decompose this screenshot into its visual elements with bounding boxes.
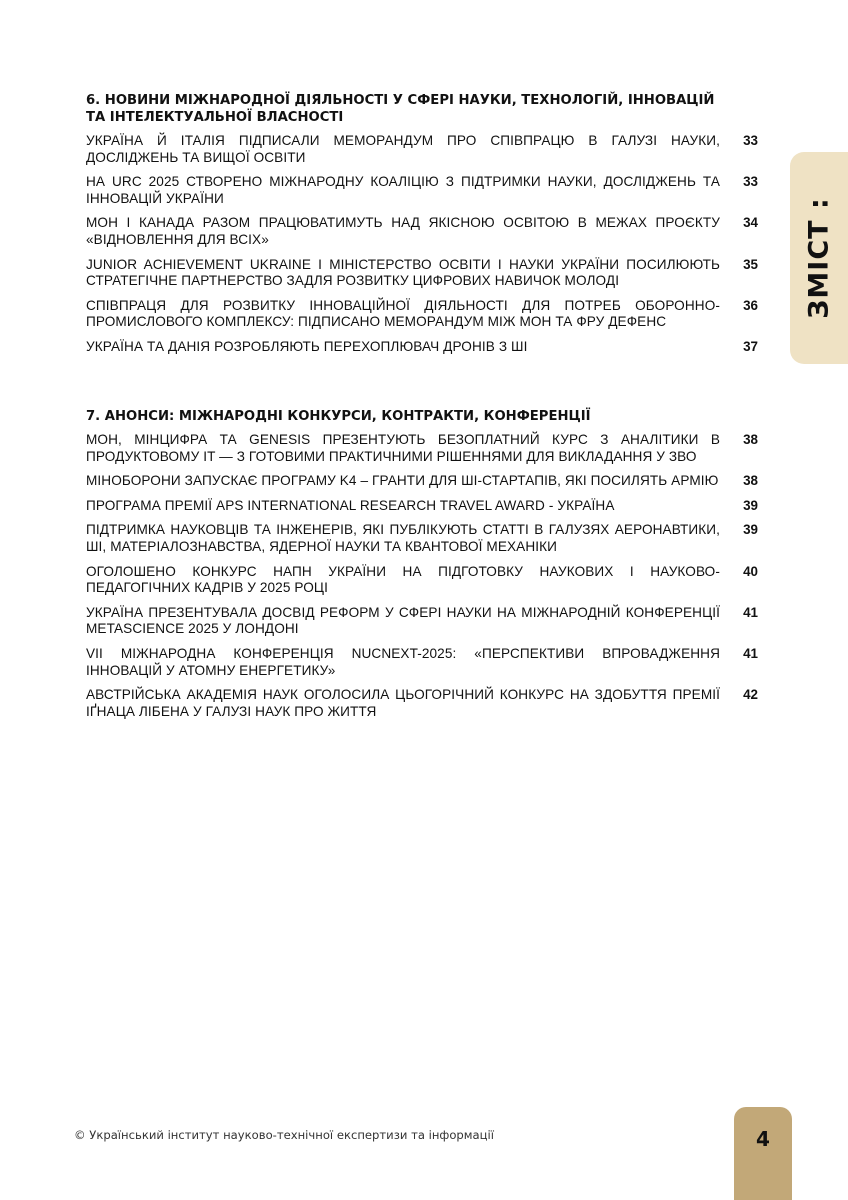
toc-entry-page: 41 (743, 604, 758, 620)
toc-entry-title[interactable]: VII МІЖНАРОДНА КОНФЕРЕНЦІЯ NUCNEXT-2025: «ПЕРСПЕКТИВИ ВПРОВАДЖЕННЯ ІННОВАЦІЙ У АТОМНУ ЕНЕРГЕТИКУ» (86, 645, 720, 678)
section-7 (86, 408, 758, 728)
footer-copyright: © Український інститут науково-технічної експертизи та інформації (74, 1128, 494, 1142)
toc-entry-title[interactable]: НА URC 2025 СТВОРЕНО МІЖНАРОДНУ КОАЛІЦІЮ З ПІДТРИМКИ НАУКИ, ДОСЛІДЖЕНЬ ТА ІННОВАЦІЙ УКРАЇНИ (86, 174, 720, 206)
toc-entry[interactable] (86, 473, 758, 490)
toc-entry-page: 39 (743, 497, 758, 513)
section-title: 7. АНОНСИ: МІЖНАРОДНІ КОНКУРСИ, КОНТРАКТИ, КОНФЕРЕНЦІЇ (86, 409, 591, 424)
section-title: 6. НОВИНИ МІЖНАРОДНОЇ ДІЯЛЬНОСТІ У СФЕРІ НАУКИ, ТЕХНОЛОГІЙ, ІННОВАЦІЙ ТА ІНТЕЛЕКТУАЛЬНОЇ ВЛАСНОСТІ (86, 93, 715, 125)
toc-entry-page: 42 (743, 687, 758, 703)
toc-entry[interactable] (86, 522, 758, 555)
toc-entry[interactable] (86, 687, 758, 720)
toc-entry-title[interactable]: ОГОЛОШЕНО КОНКУРС НАПН УКРАЇНИ НА ПІДГОТОВКУ НАУКОВИХ І НАУКОВО-ПЕДАГОГІЧНИХ КАДРІВ У 2025 РОЦІ (86, 563, 720, 596)
toc-entry[interactable] (86, 298, 758, 331)
contents-tab-label: ЗМІСТ : (803, 197, 835, 319)
toc-entry[interactable] (86, 498, 758, 515)
toc-entry-title[interactable]: МОН І КАНАДА РАЗОМ ПРАЦЮВАТИМУТЬ НАД ЯКІСНОЮ ОСВІТОЮ В МЕЖАХ ПРОЄКТУ «ВІДНОВЛЕННЯ ДЛЯ ВСІХ» (86, 215, 720, 247)
toc-entry-page: 38 (743, 432, 758, 447)
toc-entry-page: 34 (743, 215, 758, 231)
toc-entry[interactable] (86, 339, 758, 356)
toc-entry[interactable] (86, 605, 758, 638)
toc-entry-page: 41 (743, 645, 758, 661)
toc-entry[interactable] (86, 257, 758, 290)
toc-entry-title[interactable]: JUNIOR ACHIEVEMENT UKRAINE І МІНІСТЕРСТВО ОСВІТИ І НАУКИ УКРАЇНИ ПОСИЛЮЮТЬ СТРАТЕГІЧНЕ ПАРТНЕРСТВО ЗАДЛЯ РОЗВИТКУ ЦИФРОВИХ НАВИЧОК МОЛОДІ (86, 256, 720, 289)
toc-entry-page: 36 (743, 297, 758, 313)
toc-entry-title[interactable]: УКРАЇНА ПРЕЗЕНТУВАЛА ДОСВІД РЕФОРМ У СФЕРІ НАУКИ НА МІЖНАРОДНІЙ КОНФЕРЕНЦІЇ METASCIENCE 2025 У ЛОНДОНІ (86, 604, 720, 637)
toc-entry-title[interactable]: АВСТРІЙСЬКА АКАДЕМІЯ НАУК ОГОЛОСИЛА ЦЬОГОРІЧНИЙ КОНКУРС НА ЗДОБУТТЯ ПРЕМІЇ ІҐНАЦА ЛІБЕНА У ГАЛУЗІ НАУК ПРО ЖИТТЯ (86, 687, 720, 719)
toc-entry[interactable] (86, 564, 758, 597)
toc-entry-page: 39 (743, 522, 758, 538)
toc-entry[interactable] (86, 646, 758, 679)
toc-entry-page: 35 (743, 256, 758, 272)
toc-entry-title[interactable]: МОН, МІНЦИФРА ТА GENESIS ПРЕЗЕНТУЮТЬ БЕЗОПЛАТНИЙ КУРС З АНАЛІТИКИ В ПРОДУКТОВОМУ IT — З ГОТОВИМИ ПРАКТИЧНИМИ РІШЕННЯМИ ДЛЯ ВИКЛАДАННЯ У ЗВО (86, 432, 720, 464)
toc-entry-title[interactable]: МІНОБОРОНИ ЗАПУСКАЄ ПРОГРАМУ K4 – ГРАНТИ ДЛЯ ШІ-СТАРТАПІВ, ЯКІ ПОСИЛЯТЬ АРМІЮ (86, 473, 719, 489)
contents-side-tab (790, 152, 848, 364)
toc-entry-page: 33 (743, 174, 758, 190)
toc-entry-page: 33 (743, 133, 758, 148)
section-6 (86, 92, 758, 364)
toc-entry[interactable] (86, 133, 758, 166)
page-number: 4 (756, 1127, 770, 1151)
toc-entry[interactable] (86, 215, 758, 248)
toc-entry-title[interactable]: УКРАЇНА Й ІТАЛІЯ ПІДПИСАЛИ МЕМОРАНДУМ ПРО СПІВПРАЦЮ В ГАЛУЗІ НАУКИ, ДОСЛІДЖЕНЬ ТА ВИЩОЇ ОСВІТИ (86, 133, 720, 165)
toc-entry-title[interactable]: УКРАЇНА ТА ДАНІЯ РОЗРОБЛЯЮТЬ ПЕРЕХОПЛЮВАЧ ДРОНІВ З ШІ (86, 338, 528, 354)
toc-entry-page: 38 (743, 473, 758, 489)
toc-entry-page: 37 (743, 338, 758, 354)
toc-entry[interactable] (86, 174, 758, 207)
toc-entry-page: 40 (743, 563, 758, 579)
toc-entry-title[interactable]: ПРОГРАМА ПРЕМІЇ APS INTERNATIONAL RESEARCH TRAVEL AWARD - УКРАЇНА (86, 497, 615, 513)
toc-entry-title[interactable]: СПІВПРАЦЯ ДЛЯ РОЗВИТКУ ІННОВАЦІЙНОЇ ДІЯЛЬНОСТІ ДЛЯ ПОТРЕБ ОБОРОННО-ПРОМИСЛОВОГО КОМПЛЕКСУ: ПІДПИСАНО МЕМОРАНДУМ МІЖ МОН ТА ФРУ ДЕФЕНС (86, 297, 720, 330)
page-number-badge (734, 1107, 792, 1200)
toc-entry-title[interactable]: ПІДТРИМКА НАУКОВЦІВ ТА ІНЖЕНЕРІВ, ЯКІ ПУБЛІКУЮТЬ СТАТТІ В ГАЛУЗЯХ АЕРОНАВТИКИ, ШІ, МАТЕРІАЛОЗНАВСТВА, ЯДЕРНОЇ НАУКИ ТА КВАНТОВОЇ МЕХАНІКИ (86, 522, 720, 554)
toc-entry[interactable] (86, 432, 758, 465)
